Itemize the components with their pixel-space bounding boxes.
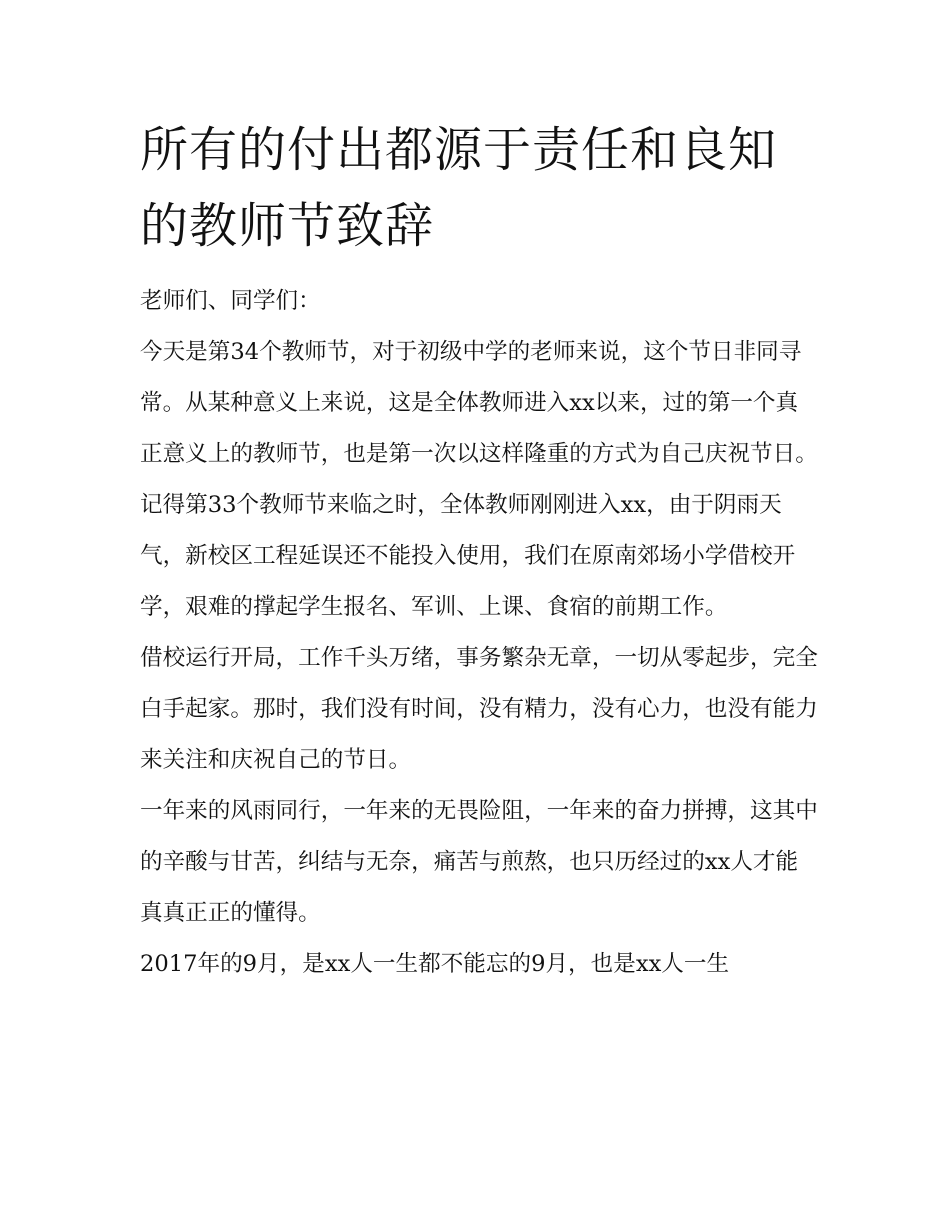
paragraph-september-2017: 2017年的9月，是xx人一生都不能忘的9月，也是xx人一生 (140, 951, 730, 977)
title-line-1: 所有的付出都源于责任和良知 (140, 122, 778, 178)
document-title (140, 112, 820, 264)
paragraph-year-together: 一年来的风雨同行，一年来的无畏险阻，一年来的奋力拼搏，这其中的辛酸与甘苦，纠结与无奈，痛苦与煎熬，也只历经过的xx人才能真真正正的懂得。 (140, 798, 818, 926)
document-body (140, 276, 820, 990)
paragraph-borrowed-school: 借校运行开局，工作千头万绪，事务繁杂无章，一切从零起步，完全白手起家。那时，我们没有时间，没有精力，没有心力，也没有能力来关注和庆祝自己的节日。 (140, 645, 818, 773)
title-line-2: 的教师节致辞 (140, 198, 435, 254)
paragraph-teachers-day: 今天是第34个教师节，对于初级中学的老师来说，这个节日非同寻常。从某种意义上来说，这是全体教师进入xx以来，过的第一个真正意义上的教师节，也是第一次以这样隆重的方式为自己庆祝节日。 (140, 339, 818, 467)
paragraph-33rd-teachers-day: 记得第33个教师节来临之时，全体教师刚刚进入xx，由于阴雨天气，新校区工程延误还不能投入使用，我们在原南郊场小学借校开学，艰难的撑起学生报名、军训、上课、食宿的前期工作。 (140, 492, 796, 620)
salutation-paragraph: 老师们、同学们： (140, 288, 321, 314)
